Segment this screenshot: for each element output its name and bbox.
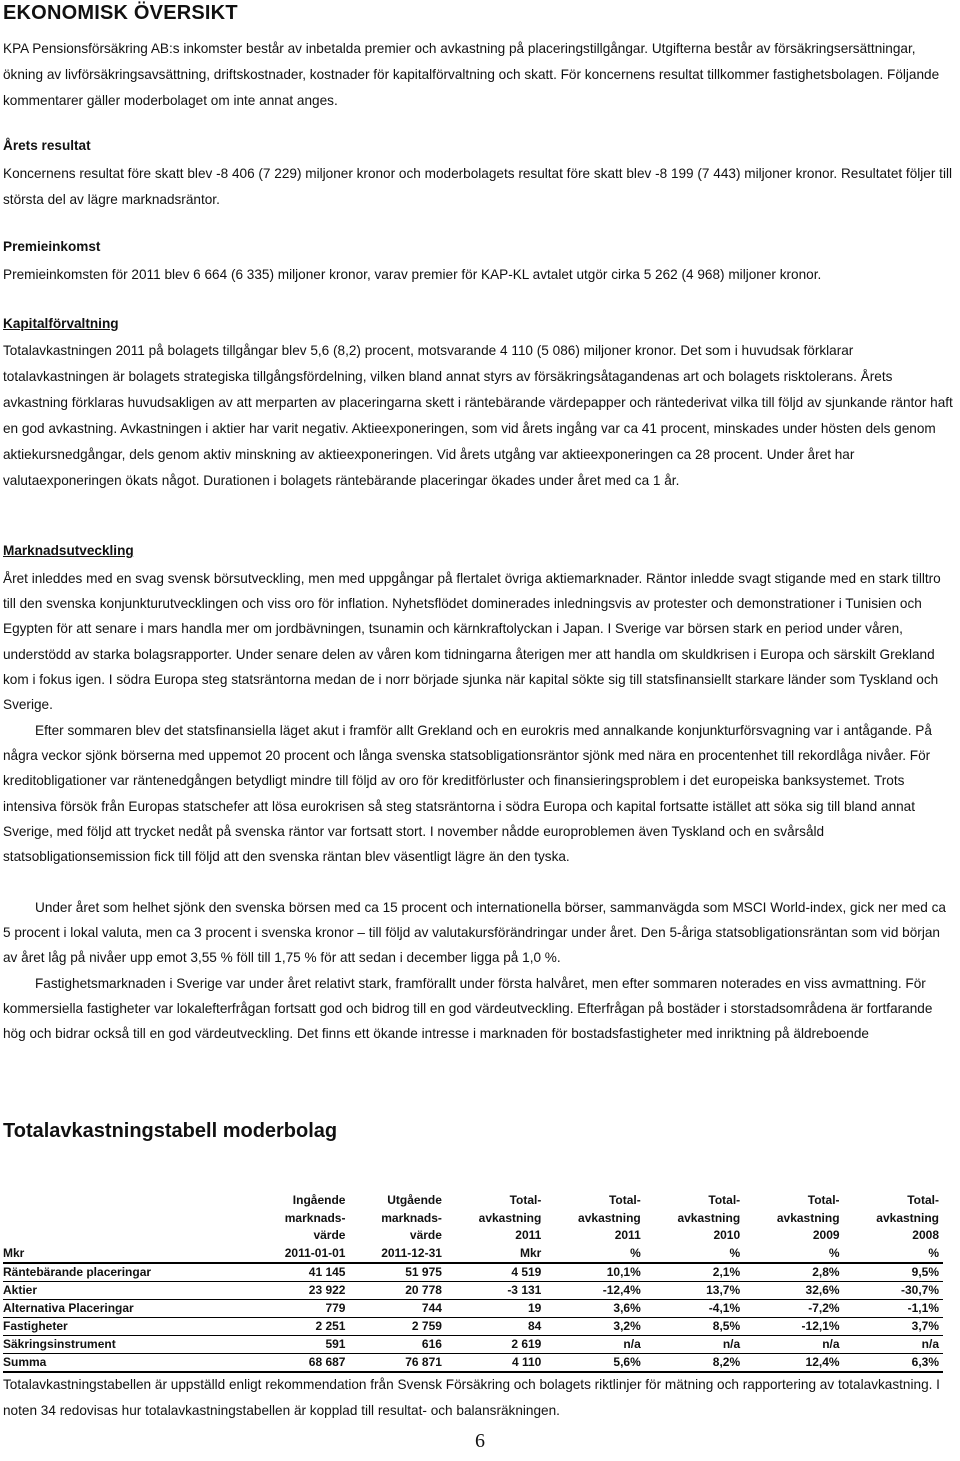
- table-cell: Aktier: [3, 1282, 253, 1300]
- table-cell: 51 975: [349, 1263, 445, 1282]
- paragraph-kapitalforvaltning: Totalavkastningen 2011 på bolagets tillgångar blev 5,6 (8,2) procent, motsvarande 4 110 (5 086) miljoner kronor. Det som i huvudsak förklarar totalavkastningen är bolagets strategiska tillgångsfördelning, vilken bland annat styrs av försäkringsåtagandenas art och bolagets risktolerans. Årets avkastning förklaras huvudsakligen av att merparten av placeringarna skett i räntebärande värdepapper och räntederivat vilka till följd av sjunkande räntor haft en god avkastning. Avkastningen i aktier har varit negativ. Aktieexponeringen, som vid årets ingång var ca 41 procent, minskades under hösten dels genom aktiekursnedgångar, dels genom aktiv minskning av aktieexponeringen. Vid årets utgång var aktieexponeringen ca 28 procent. Under året har valutaexponeringen ökats något. Durationen i bolagets räntebärande placeringar ökades under året med ca 1 år.: [3, 343, 953, 488]
- table-cell: 2 251: [253, 1318, 349, 1336]
- column-header: Total- avkastning 2010 %: [645, 1192, 744, 1263]
- paragraph-marknad-2: Efter sommaren blev det statsfinansiella läget akut i framför allt Grekland och en eurokris med annalkande konjunkturförsvagning var i antågande. På några veckor sjönk börserna med uppemot 20 procent och långa svenska statsobligationsräntor sjönk med nära en procentenhet till rekordlåga nivåer. För kreditobligationer var räntenedgången betydligt mindre till följd av oro för kreditförluster och finansieringsproblem i det europeiska banksystemet. Trots intensiva försök från Europas statschefer att lösa eurokrisen så steg statsräntorna i södra Europa och kapital fortsatte istället att söka sig till bland annat Sverige, med följd att trycket nedåt på svenska räntor var fortsatt stort. I november nådde europroblemen även Tyskland och en svårsåld statsobligationsemission fick till följd att den svenska räntan blev väsentligt lägre än den tyska.: [3, 723, 932, 865]
- paragraph-marknad-3: Under året som helhet sjönk den svenska börsen med ca 15 procent och internationella börser, sammanvägda som MSCI World-index, gick ner med ca 5 procent i lokal valuta, men ca 3 procent i svenska kronor – till följd av valutakursförändringar under året. Den 5-åriga statsobligationsräntan som vid början av året låg på nivåer upp emot 3,55 % föll till 1,75 % för att sedan i december ligga på 1,0 %.: [3, 900, 946, 966]
- table-cell: n/a: [844, 1336, 943, 1354]
- paragraph-arets-resultat: Koncernens resultat före skatt blev -8 406 (7 229) miljoner kronor och moderbolagets resultat före skatt blev -8 199 (7 443) miljoner kronor. Resultatet följer till största del av lägre marknadsräntor.: [3, 166, 953, 207]
- table-cell: -3 131: [446, 1282, 545, 1300]
- paragraph-marknad-1: Året inleddes med en svag svensk börsutveckling, men med uppgångar på flertalet övriga aktiemarknader. Räntor inledde svagt stigande med en stark tilltro till den svenska konjunkturutvecklingen och viss oro för inflation. Nyhetsflödet dominerades inledningsvis av protester och demonstrationer i Tunisien och Egypten för att senare i mars handla mer om jordbävningen, tsunamin och kärnkraftolyckan i Japan. I Sverige var börsen stark en period under våren, understödd av starka bolagsrapporter. Under senare delen av våren kom tidningarna återigen mer att handla om skuldkrisen i Europa och särskilt Grekland kom i fokus igen. I södra Europa steg statsräntorna medan de i norr började sjunka när kapital sökte sig till statsfinansiellt starkare länder som Tyskland och Sverige.: [3, 571, 941, 713]
- table-cell: 6,3%: [844, 1354, 943, 1373]
- table-footnote: Totalavkastningstabellen är uppställd enligt rekommendation från Svensk Försäkring och bolagets riktlinjer för mätning och rapportering av totalavkastning. I noten 34 redovisas hur totalavkastningstabellen är kopplad till resultat- och balansräkningen.: [3, 1377, 940, 1418]
- table-cell: 3,2%: [545, 1318, 644, 1336]
- table-cell: 9,5%: [844, 1263, 943, 1282]
- table-cell: 3,7%: [844, 1318, 943, 1336]
- table-cell: 2,8%: [744, 1263, 843, 1282]
- table-cell: 10,1%: [545, 1263, 644, 1282]
- table-row: [3, 1282, 943, 1300]
- intro-paragraph: KPA Pensionsförsäkring AB:s inkomster består av inbetalda premier och avkastning på placeringstillgångar. Utgifterna består av försäkringsersättningar, ökning av livförsäkringsavsättning, driftskostnader, kostnader för kapitalförvaltning och skatt. För koncernens resultat tillkommer fastighetsbolagen. Följande kommentarer gäller moderbolaget om inte annat anges.: [3, 41, 940, 108]
- table-cell: 2,1%: [645, 1263, 744, 1282]
- column-header: Mkr: [3, 1192, 253, 1263]
- table-header-row: [3, 1192, 943, 1263]
- table-cell: 5,6%: [545, 1354, 644, 1373]
- heading-arets-resultat: Årets resultat: [3, 138, 91, 153]
- table-cell: 2 619: [446, 1336, 545, 1354]
- column-header: Utgående marknads- värde 2011-12-31: [349, 1192, 445, 1263]
- table-cell: Räntebärande placeringar: [3, 1263, 253, 1282]
- column-header: Total- avkastning 2011 %: [545, 1192, 644, 1263]
- page-number: 6: [475, 1430, 485, 1452]
- table-cell: Säkringsinstrument: [3, 1336, 253, 1354]
- table-row: [3, 1300, 943, 1318]
- table-cell: 4 519: [446, 1263, 545, 1282]
- table-cell: 41 145: [253, 1263, 349, 1282]
- table-cell: 20 778: [349, 1282, 445, 1300]
- table-cell: 591: [253, 1336, 349, 1354]
- page-title: EKONOMISK ÖVERSIKT: [3, 2, 238, 24]
- totalavkastning-table: [3, 1192, 943, 1373]
- table-row: [3, 1263, 943, 1282]
- table-cell: -12,1%: [744, 1318, 843, 1336]
- column-header: Total- avkastning 2008 %: [844, 1192, 943, 1263]
- table-cell: 8,5%: [645, 1318, 744, 1336]
- table-cell: 8,2%: [645, 1354, 744, 1373]
- table-cell: 4 110: [446, 1354, 545, 1373]
- table-cell: 13,7%: [645, 1282, 744, 1300]
- table-cell: 3,6%: [545, 1300, 644, 1318]
- table-cell: -1,1%: [844, 1300, 943, 1318]
- table-cell: Summa: [3, 1354, 253, 1373]
- table-cell: 779: [253, 1300, 349, 1318]
- paragraph-marknad-4: Fastighetsmarknaden i Sverige var under året relativt stark, framförallt under första halvåret, men efter sommaren noterades en viss avmattning. För kommersiella fastigheter var lokalefterfrågan fortsatt god och bidrog till en god värdeutveckling. Efterfrågan på bostäder i storstadsområdena är fortfarande hög och bidrar också till en god värdeutveckling. Det finns ett ökande intresse i marknaden för bostadsfastigheter med inriktning på äldreboende: [3, 976, 933, 1042]
- column-header: Total- avkastning 2011 Mkr: [446, 1192, 545, 1263]
- table-cell: 19: [446, 1300, 545, 1318]
- table-cell: -4,1%: [645, 1300, 744, 1318]
- table-cell: 32,6%: [744, 1282, 843, 1300]
- table-cell: n/a: [545, 1336, 644, 1354]
- table-cell: -12,4%: [545, 1282, 644, 1300]
- table-cell: Alternativa Placeringar: [3, 1300, 253, 1318]
- paragraph-premieinkomst: Premieinkomsten för 2011 blev 6 664 (6 335) miljoner kronor, varav premier för KAP-KL avtalet utgör cirka 5 262 (4 968) miljoner kronor.: [3, 267, 822, 282]
- heading-kapitalforvaltning: Kapitalförvaltning: [3, 316, 119, 331]
- heading-premieinkomst: Premieinkomst: [3, 239, 101, 254]
- column-header: Ingående marknads- värde 2011-01-01: [253, 1192, 349, 1263]
- table-cell: n/a: [744, 1336, 843, 1354]
- table-cell: 23 922: [253, 1282, 349, 1300]
- table-row: [3, 1336, 943, 1354]
- heading-marknadsutveckling: Marknadsutveckling: [3, 543, 134, 558]
- column-header: Total- avkastning 2009 %: [744, 1192, 843, 1263]
- table-cell: -30,7%: [844, 1282, 943, 1300]
- table-cell: 68 687: [253, 1354, 349, 1373]
- table-cell: 616: [349, 1336, 445, 1354]
- table-cell: Fastigheter: [3, 1318, 253, 1336]
- table-title: Totalavkastningstabell moderbolag: [3, 1120, 338, 1142]
- table-cell: 744: [349, 1300, 445, 1318]
- table-cell: 2 759: [349, 1318, 445, 1336]
- table-cell: 12,4%: [744, 1354, 843, 1373]
- table-cell: -7,2%: [744, 1300, 843, 1318]
- table-cell: n/a: [645, 1336, 744, 1354]
- table-row: [3, 1318, 943, 1336]
- table-summary-row: [3, 1354, 943, 1373]
- table-cell: 76 871: [349, 1354, 445, 1373]
- table-cell: 84: [446, 1318, 545, 1336]
